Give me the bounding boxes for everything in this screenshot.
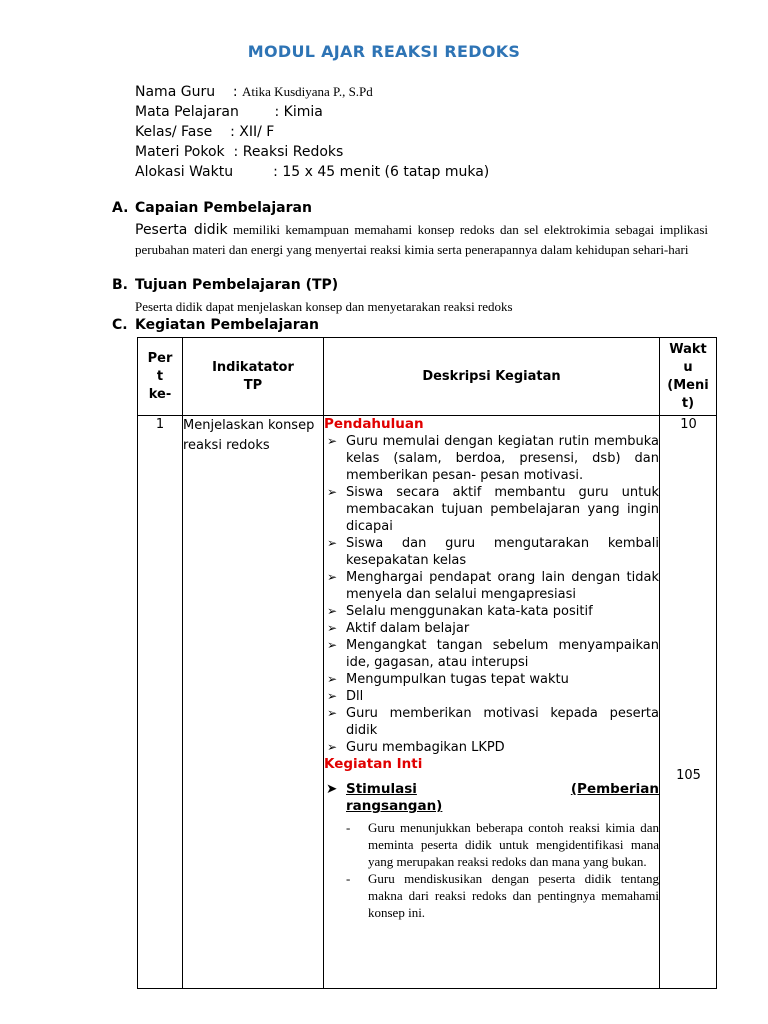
header-deskripsi: Deskripsi Kegiatan [324,338,660,416]
identity-separator: : [274,104,284,120]
list-item [324,603,659,620]
list-item [324,739,659,756]
list-item [324,535,659,569]
list-item-text: Guru menunjukkan beberapa contoh reaksi kimia dan meminta peserta didik untuk mengidentifikasi mana yang merupakan reaksi redoks dan mana yang bukan. [368,820,659,869]
cell-indikator: Menjelaskan konsep reaksi redoks [183,416,324,989]
section-a-text: memiliki kemampuan memahami konsep redoks dan sel elektrokimia sebagai implikasi perubahan materi dan energi yang menyertai reaksi kimia serta penerapannya dalam kehidupan sehari-hari [135,222,708,257]
waktu-inti: 105 [676,768,701,783]
cell-waktu [660,416,717,989]
list-item-text: Guru membagikan LKPD [346,740,505,755]
arrow-bullet-icon: ➢ [327,740,338,754]
list-item-text: Menghargai pendapat orang lain dengan tidak menyela dan selalui mengapresiasi [346,570,659,602]
waktu-pendahuluan: 10 [680,417,697,432]
header-pertemuan: Per t ke- [138,338,183,416]
identity-row [135,122,489,142]
section-a-paragraph [135,220,708,259]
stimulasi-word-2: (Pemberian [570,781,659,797]
identity-label: Alokasi Waktu [135,164,274,180]
section-b-title: Tujuan Pembelajaran (TP) [135,277,339,293]
arrow-bullet-icon: ➢ [327,621,338,635]
list-item [324,705,659,739]
identity-value: 15 x 45 menit (6 tatap muka) [282,164,490,180]
list-item-text: Guru memberikan motivasi kepada peserta didik [346,706,659,738]
section-c-number: C. [112,317,128,333]
identity-block [135,82,489,182]
arrow-bullet-icon: ➢ [327,706,338,720]
list-item-text: Selalu menggunakan kata-kata positif [346,604,593,619]
identity-separator: : [232,84,243,100]
section-a-number: A. [112,200,129,216]
header-waktu: Wakt u (Meni t) [660,338,717,416]
arrow-bullet-icon: ➢ [327,638,338,652]
table-row [138,416,717,989]
identity-value: XII/ F [239,124,275,140]
kegiatan-inti-label: Kegiatan Inti [324,756,423,772]
list-item [324,637,659,671]
section-a-title: Capaian Pembelajaran [135,200,312,216]
document-title: MODUL AJAR REAKSI REDOKS [247,42,521,61]
header-indikator: Indikatator TP [183,338,324,416]
list-item [324,819,659,870]
section-a-heading [112,200,312,216]
list-item-text: Guru memulai dengan kegiatan rutin membuka kelas (salam, berdoa, presensi, dsb) dan memberikan pesan- pesan motivasi. [346,434,659,483]
dash-bullet-icon: - [346,820,351,835]
identity-label: Materi Pokok [135,144,234,160]
identity-row [135,82,489,102]
stimulasi-word-3: rangsangan) [346,798,443,814]
identity-separator: : [233,144,243,160]
identity-label: Kelas/ Fase [135,124,231,140]
list-item-text: Guru mendiskusikan dengan peserta didik tentang makna dari reaksi redoks dan pentingnya memahami konsep ini. [368,871,659,920]
identity-value: Kimia [283,104,323,120]
section-b-number: B. [112,277,128,293]
section-b-paragraph: Peserta didik dapat menjelaskan konsep dan menyetarakan reaksi redoks [135,299,513,314]
section-a-lead: Peserta didik [135,222,228,238]
identity-value: Atika Kusdiyana P., S.Pd [242,84,373,99]
list-item-text: Mengangkat tangan sebelum menyampaikan ide, gagasan, atau interupsi [346,638,659,670]
list-item [324,688,659,705]
list-item [324,569,659,603]
identity-separator: : [273,164,283,180]
identity-row [135,162,489,182]
identity-row [135,102,489,122]
arrow-bullet-icon: ➢ [327,570,338,584]
arrow-bullet-icon: ➢ [327,604,338,618]
identity-row [135,142,489,162]
arrow-bullet-icon: ➢ [327,536,338,550]
stimulasi-list [324,819,659,921]
pendahuluan-list [324,433,659,756]
list-item-text: Siswa dan guru mengutarakan kembali kesepakatan kelas [346,536,659,568]
list-item [324,433,659,484]
list-item-text: Mengumpulkan tugas tepat waktu [346,672,569,687]
pendahuluan-label: Pendahuluan [324,416,424,432]
identity-label: Nama Guru [135,84,233,100]
arrow-bullet-icon: ➢ [327,672,338,686]
cell-pertemuan: 1 [138,416,183,989]
activity-table [137,337,717,989]
arrow-bullet-icon: ➤ [326,781,338,797]
list-item-text: Dll [346,689,364,704]
stimulasi-heading [324,781,659,815]
section-c-heading [112,317,319,333]
section-c-title: Kegiatan Pembelajaran [135,317,320,333]
section-b-heading [112,277,338,293]
arrow-bullet-icon: ➢ [327,485,338,499]
arrow-bullet-icon: ➢ [327,689,338,703]
list-item [324,870,659,921]
list-item [324,671,659,688]
arrow-bullet-icon: ➢ [327,434,338,448]
cell-deskripsi [324,416,660,989]
identity-label: Mata Pelajaran [135,104,275,120]
identity-value: Reaksi Redoks [242,144,344,160]
table-header-row [138,338,717,416]
stimulasi-word-1: Stimulasi [346,781,417,797]
list-item-text: Aktif dalam belajar [346,621,470,636]
list-item [324,620,659,637]
identity-separator: : [230,124,240,140]
list-item [324,484,659,535]
list-item-text: Siswa secara aktif membantu guru untuk membacakan tujuan pembelajaran yang ingin dicapai [346,485,659,534]
dash-bullet-icon: - [346,871,351,886]
